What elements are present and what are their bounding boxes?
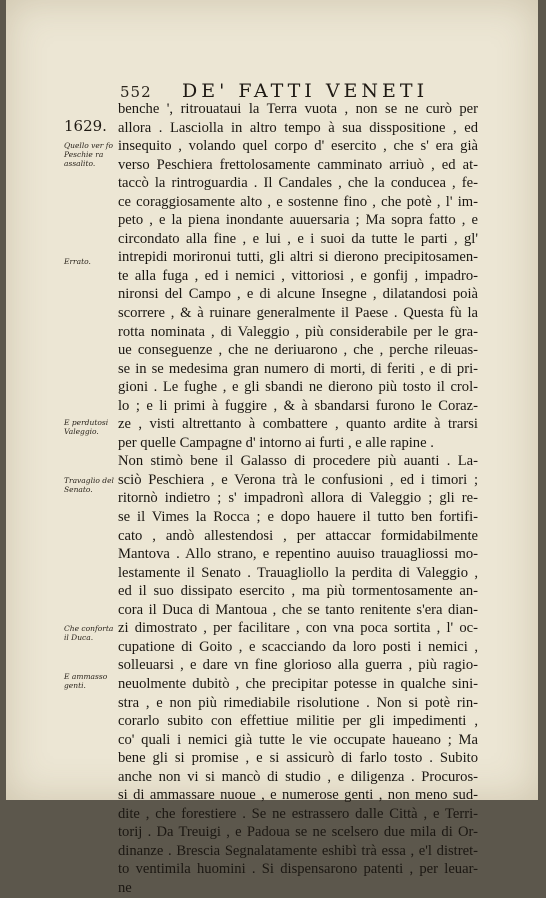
running-head: DE' FATTI VENETI	[182, 80, 429, 102]
text-line: stra , e non più rimediabile risolutione . Non si potè rin-	[118, 694, 478, 711]
text-line: cora il Duca di Mantoua , che se tanto renitente s'era dian-	[118, 601, 478, 618]
text-line: Non stimò bene il Galasso di procedere più auanti . La-	[118, 453, 478, 470]
text-line: cato , andò allestendosi , per attaccar formidabilmente	[118, 527, 478, 544]
text-line: circondato alla fine , e lui , e i suoi da tutte le parti , gl'	[118, 230, 478, 247]
text-line: lestamente il Senato . Trauagliollo la perdita di Valeggio ,	[118, 564, 478, 581]
text-line: se il Vimes la Rocca ; e dopo hauere il tutto ben fortifi-	[118, 509, 478, 526]
text-line: lo ; e li primi à fuggire , & à sbandarsi furono le Coraz-	[118, 397, 478, 414]
text-line: benche ', ritrouataui la Terra vuota , non se ne curò per	[118, 101, 478, 117]
text-line: Mantova . Allo strano, e repentino auuiso trauagliossi mo-	[118, 546, 478, 563]
text-line: nironsi del Campo , e di alcune Insegne , dilatandosi poià	[118, 286, 478, 303]
text-line: si di ammassare nuoue , e numerose genti , non meno sud-	[118, 787, 478, 804]
text-line: ed il suo dissipato esercito , ma più tormentosamente an-	[118, 583, 478, 600]
body-text	[118, 100, 478, 898]
text-line: gioni . Le fughe , e gli sbandi ne dierono più tosto il crol-	[118, 379, 478, 396]
text-line: bene gli si promise , e si assicurò di farlo tosto . Subito	[118, 750, 478, 767]
text-line: ze , visti altrettanto à combattere , quanto ardite à trarsi	[118, 416, 478, 433]
side-note-che-conforta: Che conforta il Duca.	[64, 624, 114, 642]
side-note-travaglio: Travaglio del Senato.	[64, 476, 114, 494]
text-line: cupatione di Goito , e scacciando da loro posti i nemici ,	[118, 638, 478, 655]
side-note-errato: Errato.	[64, 257, 91, 266]
text-line: corarlo subito con effettiue militie per gli impedimenti ,	[118, 713, 478, 730]
text-line: neuolmente dubitò , che precipitar potesse in qualche sini-	[118, 675, 478, 692]
text-line: se in se medesima gran numero di morti, di feriti , e di pri-	[118, 360, 478, 377]
text-line: torij . Da Treuigi , e Padoua se ne scelsero due mila di Or-	[118, 824, 478, 841]
text-line: sciò Peschiera , e Verona trà le confusioni , ed i timori ;	[118, 471, 478, 488]
page-number: 552	[120, 83, 152, 101]
text-line: anche non vi si mancò di studio , e diligenza . Procuros-	[118, 768, 478, 785]
text-line: ritornò indietro ; s' impadronì allora di Valeggio ; gli re-	[118, 490, 478, 507]
text-line: intrepidi morironui tutti, gli altri si dierono precipitosamen-	[118, 249, 478, 266]
text-line: rotta nominata , di Valeggio , più considerabile per le gra-	[118, 323, 478, 340]
text-line: solleuarsi , e dare vn fine glorioso alla guerra , più ragio-	[118, 657, 478, 674]
text-line: verso Peschiera frettolosamente camminato arriuò , ed at-	[118, 156, 478, 173]
text-line: zi dimostrato , per facilitare , con vna poca sortita , l' oc-	[118, 620, 478, 637]
text-line: peto , e la piena inondante auuersaria ; Ma sopra fatto , e	[118, 212, 478, 229]
text-line: allora . Lasciolla in altro tempo à sua disspositione , ed	[118, 119, 478, 136]
text-line: insequito , volando quel corpo d' esercito , che s' era già	[118, 138, 478, 155]
text-line: ce coraggiosamente alto , e sostenne fino , che potè , l' im-	[118, 193, 478, 210]
text-line: ue conseguenze , che ne deriuarono , che , perche rileuas-	[118, 342, 478, 359]
side-note-perdutosi: E perdutosi Valeggio.	[64, 418, 109, 436]
text-line: per quelle Campagne d' intorno ai furti , e alle rapine .	[118, 434, 434, 451]
text-line: ne	[118, 879, 132, 896]
text-line: to ventimila huomini . Si dispensarono patenti , per leuar-	[118, 861, 478, 878]
year-marginal: 1629.	[64, 117, 107, 135]
side-note-ammasso: E ammasso genti.	[64, 672, 108, 690]
text-line: dinanze . Brescia Segnalatamente eshibì trà essa , e'l distret-	[118, 842, 478, 859]
text-line: te alla fuga , ed i nemici , vittoriosi , e gonfij , impadro-	[118, 267, 478, 284]
text-line: dite , che forestiere . Se ne estrassero dalle Città , e Terri-	[118, 805, 478, 822]
text-line: co' quali i nemici già tutte le vie occupate haueano ; Ma	[118, 731, 478, 748]
book-page	[6, 0, 538, 896]
text-line: scorrere , & à ruinare generalmente il Paese . Questa fù la	[118, 305, 478, 322]
text-line: taccò la rintroguardia . Il Candales , che la conducea , fe-	[118, 175, 478, 192]
side-note-quello: Quello ver fo Peschie ra assalito.	[64, 141, 114, 168]
